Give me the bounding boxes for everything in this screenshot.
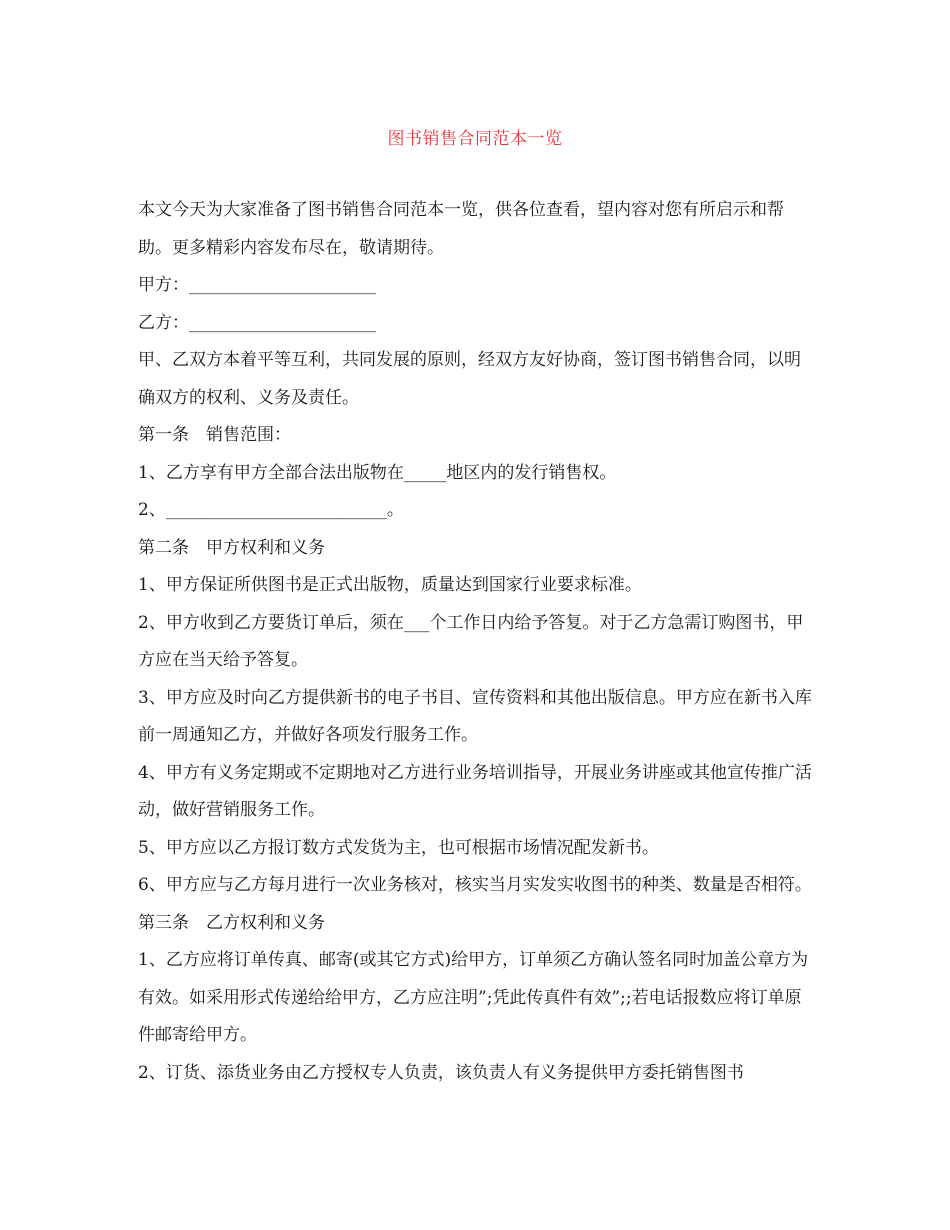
article-3-clause-2: 2、订货、添货业务由乙方授权专人负责，该负责人有义务提供甲方委托销售图书 <box>138 1062 744 1083</box>
document-title: 图书销售合同范本一览 <box>387 129 563 149</box>
article-2-clause-2: 2、甲方收到乙方要货订单后，须在___个工作日内给予答复。对于乙方急需订购图书，甲方应在当天给予答复。 <box>138 612 804 670</box>
article-1-heading: 第一条 销售范围： <box>138 425 291 445</box>
article-3-clause-1: 1、乙方应将订单传真、邮寄(或其它方式)给甲方，订单须乙方确认签名同时加盖公章方为有效。如采用形式传递给给甲方，乙方应注明”;凭此传真件有效”;;若电话报数应将订单原件邮寄给甲方。 <box>138 950 809 1045</box>
preamble-paragraph: 甲、乙双方本着平等互利，共同发展的原则，经双方友好协商，签订图书销售合同，以明确双方的权利、义务及责任。 <box>138 350 801 408</box>
document-body <box>138 192 814 1092</box>
article-3-heading: 第三条 乙方权利和义务 <box>138 912 325 933</box>
party-a-line: 甲方：______________________ <box>138 275 376 295</box>
article-2-clause-4: 4、甲方有义务定期或不定期地对乙方进行业务培训指导，开展业务讲座或其他宣传推广活动，做好营销服务工作。 <box>138 762 812 820</box>
article-2-heading: 第二条 甲方权利和义务 <box>138 537 325 558</box>
intro-paragraph: 本文今天为大家准备了图书销售合同范本一览，供各位查看，望内容对您有所启示和帮助。更多精彩内容发布尽在，敬请期待。 <box>138 200 784 258</box>
article-2-clause-1: 1、甲方保证所供图书是正式出版物，质量达到国家行业要求标准。 <box>138 575 642 595</box>
article-2-clause-3: 3、甲方应及时向乙方提供新书的电子书目、宣传资料和其他出版信息。甲方应在新书入库前一周通知乙方，并做好各项发行服务工作。 <box>138 687 812 745</box>
article-2-clause-5: 5、甲方应以乙方报订数方式发货为主，也可根据市场情况配发新书。 <box>138 837 659 858</box>
article-1-clause-1: 1、乙方享有甲方全部合法出版物在_____地区内的发行销售权。 <box>138 462 617 483</box>
article-2-clause-6: 6、甲方应与乙方每月进行一次业务核对，核实当月实发实收图书的种类、数量是否相符。 <box>138 875 812 895</box>
article-1-clause-2: 2、__________________________。 <box>138 500 404 520</box>
party-b-line: 乙方：______________________ <box>138 312 376 333</box>
